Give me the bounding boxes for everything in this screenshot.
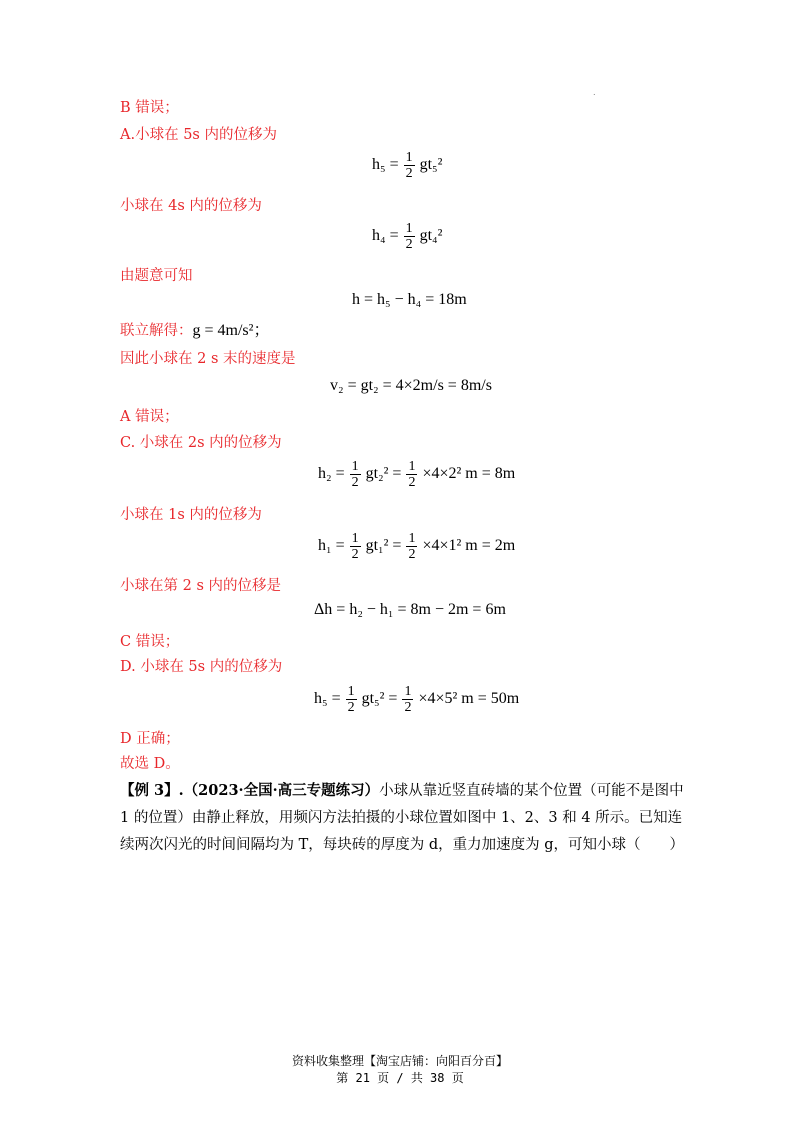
- line-c-wrong: C 错误；: [120, 634, 180, 650]
- fraction-half: $\frac{1}{2}$: [351, 531, 359, 562]
- fraction-half: $\frac{1}{2}$: [405, 150, 413, 181]
- line-c-intro: C. 小球在 2s 内的位移为: [120, 435, 282, 451]
- line-disp-1s: 小球在 1s 内的位移为: [120, 507, 262, 523]
- eq-rhs: ×4×5² m = 50m: [418, 690, 520, 708]
- solve-equation: g = 4m/s²；: [192, 322, 270, 339]
- fraction-half: $\frac{1}{2}$: [405, 221, 413, 252]
- eq-mid: gt₁² =: [365, 537, 402, 555]
- solve-label: 联立解得：: [120, 323, 193, 339]
- line-solve: [120, 321, 269, 341]
- line-d-intro: D. 小球在 5s 内的位移为: [120, 659, 283, 675]
- line-disp-4s: 小球在 4s 内的位移为: [120, 198, 262, 214]
- fraction-half: $\frac{1}{2}$: [347, 684, 355, 715]
- eq-rhs: gt₄²: [419, 227, 443, 245]
- line-speed-2s: 因此小球在 2 s 末的速度是: [120, 351, 296, 367]
- line-from-question: 由题意可知: [120, 268, 193, 284]
- equation-h4: [372, 221, 442, 252]
- equation-delta-h: Δh = h₂ − h₁ = 8m − 2m = 6m: [314, 601, 506, 618]
- eq-lhs: h₂ =: [318, 465, 345, 483]
- footer-source: 资料收集整理【淘宝店铺：向阳百分百】: [291, 1054, 508, 1068]
- line-choose-d: 故选 D。: [120, 756, 180, 772]
- eq-mid: gt₂² =: [365, 465, 402, 483]
- eq-mid: gt₅² =: [361, 690, 398, 708]
- fraction-half: $\frac{1}{2}$: [351, 459, 359, 490]
- equation-h2: [318, 459, 515, 490]
- equation-v2: v₂ = gt₂ = 4×2m/s = 8m/s: [330, 377, 492, 394]
- equation-h5: [372, 150, 442, 181]
- line-a-wrong: A 错误；: [120, 409, 179, 425]
- line-d-right: D 正确；: [120, 731, 180, 747]
- equation-h5-d: [314, 684, 519, 715]
- fraction-half: $\frac{1}{2}$: [408, 531, 416, 562]
- example-text: 小球从靠近竖直砖墙的某个位置（可能不是图中 1 的位置）由静止释放，用频闪方法拍摄的小球位置如图中 1、2、3 和 4 所示。已知连续两次闪光的时间间隔均为 T，每块砖的厚度为 d，重力加速度为 g，可知小球（ ）: [120, 783, 685, 853]
- line-b-wrong: B 错误；: [120, 100, 179, 116]
- eq-lhs: h₄ =: [372, 227, 399, 245]
- eq-rhs: ×4×2² m = 8m: [422, 465, 516, 483]
- equation-h-diff: h = h₅ − h₄ = 18m: [352, 291, 467, 308]
- footer-page-number: 第 21 页 / 共 38 页: [336, 1071, 464, 1085]
- eq-lhs: h₁ =: [318, 537, 345, 555]
- example-3-paragraph: [120, 777, 695, 859]
- equation-h1: [318, 531, 515, 562]
- line-a-intro: A.小球在 5s 内的位移为: [120, 127, 277, 143]
- eq-rhs: gt₅²: [419, 156, 443, 174]
- header-mark: .: [593, 88, 596, 97]
- eq-lhs: h₅ =: [314, 690, 341, 708]
- line-second-2s: 小球在第 2 s 内的位移是: [120, 578, 281, 594]
- fraction-half: $\frac{1}{2}$: [404, 684, 412, 715]
- example-tag: 【例 3】.（2023·全国·高三专题练习）: [120, 782, 380, 799]
- fraction-half: $\frac{1}{2}$: [408, 459, 416, 490]
- eq-rhs: ×4×1² m = 2m: [422, 537, 516, 555]
- eq-lhs: h₅ =: [372, 156, 399, 174]
